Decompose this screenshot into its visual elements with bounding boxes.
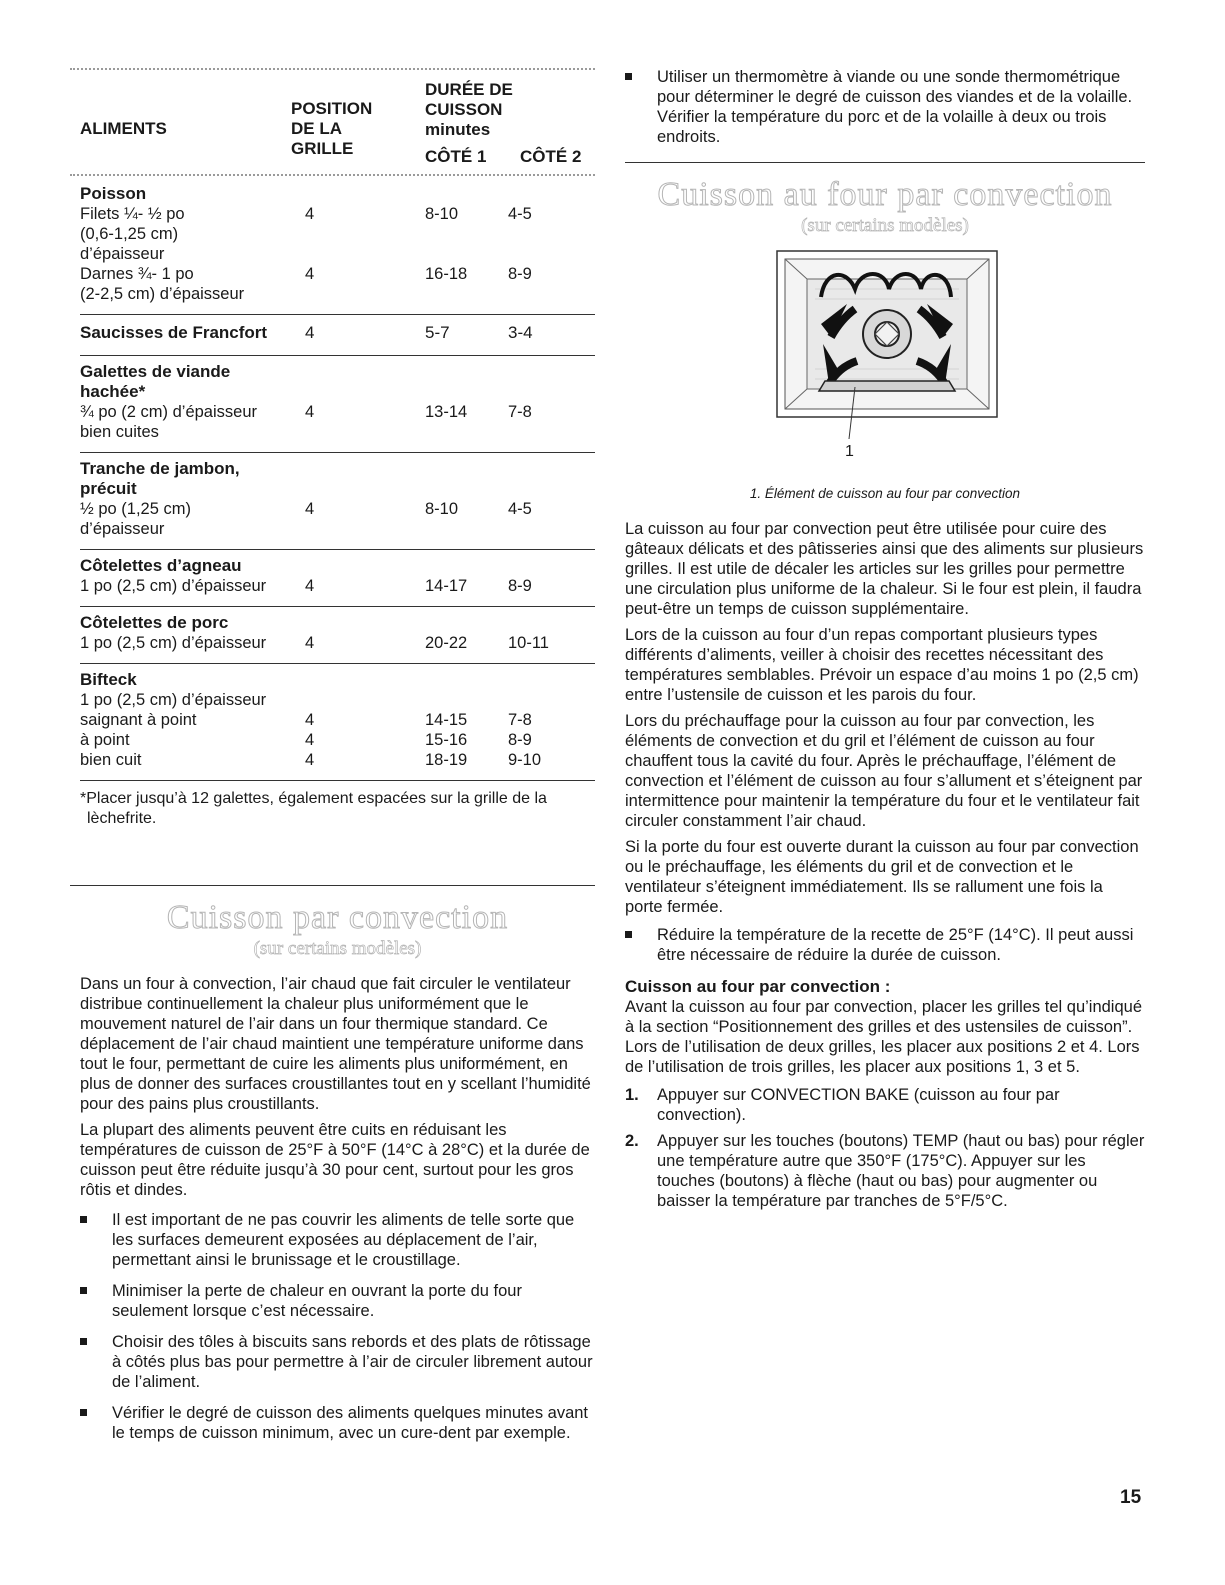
row-title: Galettes de viande <box>80 362 231 381</box>
bullet-item: Vérifier le degré de cuisson des aliments quelques minutes avant le temps de cuisson minimum, avec un cure-dent par exemple. <box>80 1403 595 1443</box>
header-duree: DURÉE DE CUISSON minutes <box>425 80 513 139</box>
step-text: Appuyer sur les touches (boutons) TEMP (haut ou bas) pour régler une température autre que 350°F (175°C). Appuyer sur les touches (boutons) à flèche (haut ou bas) pour augmenter ou baisser la température par tranches de 5°F/5°C. <box>657 1132 1145 1210</box>
paragraph: La plupart des aliments peuvent être cuits en réduisant les températures de cuisson de 25°F à 50°F (14°C à 28°C) et la durée de cuisson peut être réduite jusqu’à 30 pour cent, surtout pour les gros rôtis et dindes. <box>80 1121 590 1199</box>
section-subtitle: (sur certains modèles) <box>801 215 969 236</box>
row-line: bien cuites <box>80 423 159 441</box>
section-title: Cuisson au four par convection <box>657 176 1113 213</box>
section-rule <box>625 162 1145 163</box>
oven-figure <box>625 249 1145 481</box>
table-row <box>80 315 595 356</box>
row-title: Côtelettes d’agneau <box>80 556 242 575</box>
table-header <box>80 70 595 176</box>
row-line: (0,6-1,25 cm) <box>80 225 179 243</box>
table-row <box>80 607 595 664</box>
row-line: d’épaisseur <box>80 245 165 263</box>
table-header-rule <box>70 174 595 176</box>
section-rule <box>70 885 595 886</box>
header-aliments: ALIMENTS <box>80 119 167 138</box>
step-number: 2. <box>625 1132 639 1150</box>
table-row <box>80 550 595 607</box>
step-number: 1. <box>625 1086 639 1104</box>
row-line: d’épaisseur <box>80 520 165 538</box>
oven-convection-diagram <box>625 249 1145 481</box>
paragraph: Lors du préchauffage pour la cuisson au four par convection, les éléments de convection et du gril et l’élément de cuisson au four chauffent tous la cavité du four. Après le préchauffage, l’élément de convection et l’élément de cuisson au four s’allument et s’éteignent par intermittence pour maintenir la température du four et le ventilateur fait circuler constamment l’air chaud. <box>625 712 1143 830</box>
row-title: Côtelettes de porc <box>80 613 229 632</box>
table-footnote: *Placer jusqu’à 12 galettes, également espacées sur la grille de la lèchefrite. <box>80 790 547 827</box>
header-cote1: CÔTÉ 1 <box>425 147 487 166</box>
table-row <box>80 356 595 453</box>
table-row <box>80 664 595 781</box>
row-line: Filets ¼- ½ po 4 8-10 4-5 <box>80 205 532 223</box>
row-title: Tranche de jambon, <box>80 459 240 478</box>
bullet-item: Il est important de ne pas couvrir les aliments de telle sorte que les surfaces demeurent exposées au déplacement de l’air, permettant ainsi le brunissage et le croustillage. <box>80 1210 595 1270</box>
subheading: Cuisson au four par convection : <box>625 977 891 996</box>
row-line: 1 po (2,5 cm) d’épaisseur 4 20-22 10-11 <box>80 634 549 652</box>
table-row <box>80 453 595 550</box>
paragraph: Dans un four à convection, l’air chaud que fait circuler le ventilateur distribue continuellement la chaleur plus uniformément que le mouvement naturel de l’air dans un four thermique standard. Ce déplacement de l’air chaud maintient une température uniforme dans tout le four, permettant de cuire les aliments plus uniformément, en plus de donner des surfaces croustillantes tout en y scellant l’humidité pour des pains plus croustillants. <box>80 975 591 1113</box>
bullet-item: Choisir des tôles à biscuits sans rebords et des plats de rôtissage à côtés plus bas pour permettre à l’air de circuler librement autour de l’aliment. <box>80 1332 595 1392</box>
row-title: Poisson <box>80 184 147 203</box>
paragraph: La cuisson au four par convection peut être utilisée pour cuire des gâteaux délicats et des pâtisseries ainsi que des aliments sur plusieurs grilles. Il est utile de décaler les articles sur les grilles pour permettre une circulation plus uniforme de la chaleur. Si le four est plein, il faudra peut-être un temps de cuisson supplémentaire. <box>625 520 1144 618</box>
row-line: 1 po (2,5 cm) d’épaisseur 4 14-17 8-9 <box>80 577 532 595</box>
table-row <box>80 178 595 315</box>
bullet-item: Minimiser la perte de chaleur en ouvrant la porte du four seulement lorsque c’est nécessaire. <box>80 1281 595 1321</box>
row-title: hachée* <box>80 382 146 401</box>
paragraph: Avant la cuisson au four par convection, placer les grilles tel qu’indiqué à la section “Positionnement des grilles et des ustensiles de cuisson”. Lors de l’utilisation de deux grilles, les placer aux positions 2 et 4. Lors de l’utilisation de trois grilles, les placer aux positions 1, 3 et 5. <box>625 998 1142 1076</box>
row-line: ½ po (1,25 cm) 4 8-10 4-5 <box>80 500 532 518</box>
convection-bake-section <box>625 175 1145 1217</box>
row-line: à point 4 15-16 8-9 <box>80 731 532 749</box>
row-line: saignant à point 4 14-15 7-8 <box>80 711 532 729</box>
header-position: POSITION DE LA GRILLE <box>291 99 373 158</box>
header-cote2: CÔTÉ 2 <box>520 147 582 166</box>
numbered-step <box>625 1085 1145 1125</box>
figure-callout: 1 <box>845 443 854 460</box>
convection-section <box>80 885 595 1454</box>
page-number: 15 <box>1120 1487 1142 1508</box>
section-subtitle: (sur certains modèles) <box>253 938 422 959</box>
row-line: bien cuit 4 18-19 9-10 <box>80 751 542 769</box>
bullet-item: Réduire la température de la recette de 25°F (14°C). Il peut aussi être nécessaire de réduire la durée de cuisson. <box>625 925 1145 965</box>
row-title: précuit <box>80 479 137 498</box>
section-title: Cuisson par convection <box>166 899 509 936</box>
row-line: Darnes ¾- 1 po 4 16-18 8-9 <box>80 265 532 283</box>
row-line: 1 po (2,5 cm) d’épaisseur <box>80 691 267 709</box>
numbered-step <box>625 1131 1145 1211</box>
row-title: Saucisses de Francfort 4 5-7 3-4 <box>80 323 533 342</box>
paragraph: Lors de la cuisson au four d’un repas comportant plusieurs types différents d’aliments, veiller à choisir des recettes nécessitant des températures semblables. Prévoir un espace d’au moins 1 po (2,5 cm) entre l’ustensile de cuisson et les parois du four. <box>625 626 1139 704</box>
row-line: ¾ po (2 cm) d’épaisseur 4 13-14 7-8 <box>80 403 532 421</box>
table-body <box>80 178 595 829</box>
figure-caption: 1. Élément de cuisson au four par convection <box>749 486 1021 501</box>
bullet-item: Utiliser un thermomètre à viande ou une sonde thermométrique pour déterminer le degré de cuisson des viandes et de la volaille. Vérifier la température du porc et de la volaille à deux ou trois endroits. <box>625 67 1145 147</box>
row-title: Bifteck <box>80 670 137 689</box>
paragraph: Si la porte du four est ouverte durant la cuisson au four par convection ou le préchauffage, les éléments du gril et de convection et le ventilateur s’éteignent immédiatement. Ils se rallument une fois la porte fermée. <box>625 838 1139 916</box>
step-text: Appuyer sur CONVECTION BAKE (cuisson au four par convection). <box>657 1086 1060 1124</box>
row-line: (2-2,5 cm) d’épaisseur <box>80 285 245 303</box>
